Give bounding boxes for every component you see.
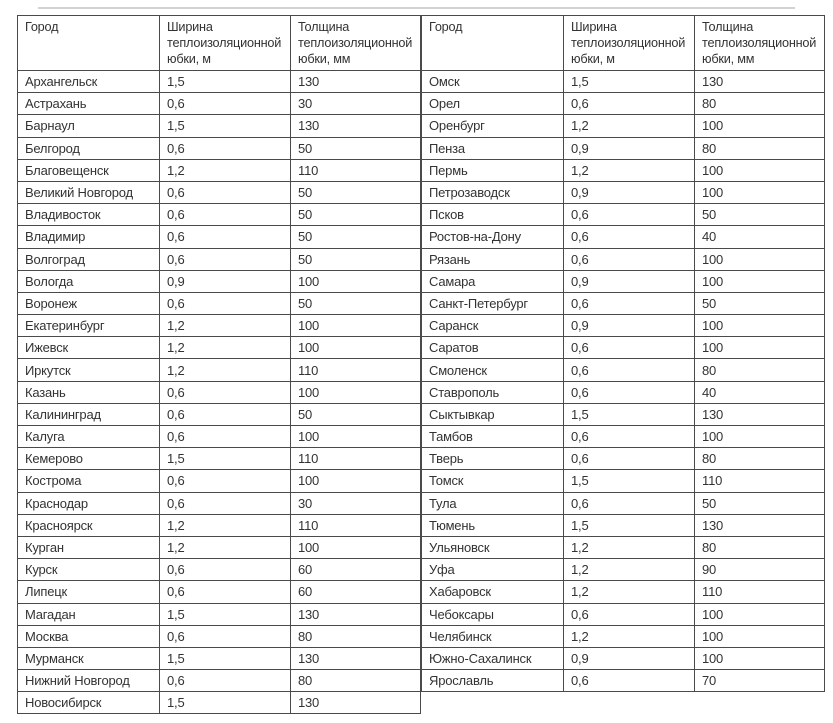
table-header-left xyxy=(18,16,421,71)
city-cell: Омск xyxy=(422,71,564,93)
table-row xyxy=(422,270,825,292)
table-row xyxy=(18,403,421,425)
table-row xyxy=(422,292,825,314)
table-row xyxy=(18,159,421,181)
skirt-width-cell: 0,6 xyxy=(160,559,291,581)
skirt-thickness-cell: 100 xyxy=(291,270,421,292)
table-row xyxy=(18,204,421,226)
table-row xyxy=(422,248,825,270)
skirt-thickness-cell: 130 xyxy=(695,514,825,536)
skirt-thickness-cell: 50 xyxy=(291,137,421,159)
skirt-thickness-cell: 50 xyxy=(291,403,421,425)
skirt-thickness-cell: 80 xyxy=(291,625,421,647)
city-cell: Курск xyxy=(18,559,160,581)
skirt-width-cell: 0,9 xyxy=(564,137,695,159)
header-skirt-width: Ширина теплоизоляционной юбки, м xyxy=(160,16,291,71)
skirt-width-cell: 1,5 xyxy=(564,403,695,425)
skirt-width-cell: 0,9 xyxy=(564,647,695,669)
city-cell: Казань xyxy=(18,381,160,403)
skirt-table-left xyxy=(17,15,421,714)
table-row xyxy=(18,292,421,314)
table-row xyxy=(422,159,825,181)
skirt-thickness-cell: 50 xyxy=(291,226,421,248)
skirt-thickness-cell: 100 xyxy=(291,381,421,403)
skirt-width-cell: 1,2 xyxy=(160,536,291,558)
skirt-thickness-cell: 100 xyxy=(695,337,825,359)
table-row xyxy=(18,270,421,292)
city-cell: Калуга xyxy=(18,426,160,448)
table-row xyxy=(18,226,421,248)
table-row xyxy=(18,625,421,647)
skirt-thickness-cell: 100 xyxy=(291,426,421,448)
skirt-thickness-cell: 60 xyxy=(291,581,421,603)
skirt-width-cell: 1,2 xyxy=(160,337,291,359)
skirt-thickness-cell: 130 xyxy=(291,115,421,137)
scan-artifact-line xyxy=(38,7,795,9)
skirt-width-cell: 0,6 xyxy=(160,381,291,403)
city-cell: Смоленск xyxy=(422,359,564,381)
skirt-thickness-cell: 100 xyxy=(695,270,825,292)
city-cell: Уфа xyxy=(422,559,564,581)
skirt-width-cell: 0,6 xyxy=(564,492,695,514)
skirt-thickness-cell: 80 xyxy=(695,93,825,115)
skirt-width-cell: 0,6 xyxy=(160,204,291,226)
city-cell: Саранск xyxy=(422,315,564,337)
skirt-width-cell: 1,2 xyxy=(160,315,291,337)
skirt-thickness-cell: 100 xyxy=(695,603,825,625)
city-cell: Великий Новгород xyxy=(18,181,160,203)
skirt-width-cell: 1,5 xyxy=(160,115,291,137)
skirt-width-cell: 0,6 xyxy=(160,403,291,425)
skirt-thickness-cell: 50 xyxy=(695,292,825,314)
table-row xyxy=(422,426,825,448)
skirt-width-cell: 1,2 xyxy=(564,559,695,581)
city-cell: Ростов-на-Дону xyxy=(422,226,564,248)
skirt-width-cell: 0,6 xyxy=(564,204,695,226)
table-row xyxy=(422,226,825,248)
city-cell: Тула xyxy=(422,492,564,514)
city-cell: Тюмень xyxy=(422,514,564,536)
skirt-thickness-cell: 100 xyxy=(695,315,825,337)
table-row xyxy=(422,204,825,226)
skirt-thickness-cell: 100 xyxy=(695,159,825,181)
table-row xyxy=(18,470,421,492)
skirt-width-cell: 1,2 xyxy=(564,625,695,647)
skirt-thickness-cell: 110 xyxy=(291,514,421,536)
table-row xyxy=(422,581,825,603)
table-row xyxy=(422,359,825,381)
city-cell: Мурманск xyxy=(18,647,160,669)
table-row xyxy=(422,181,825,203)
table-row xyxy=(422,625,825,647)
skirt-thickness-cell: 110 xyxy=(291,359,421,381)
skirt-thickness-cell: 100 xyxy=(291,470,421,492)
city-cell: Новосибирск xyxy=(18,692,160,714)
skirt-thickness-cell: 30 xyxy=(291,492,421,514)
city-cell: Курган xyxy=(18,536,160,558)
skirt-width-cell: 0,6 xyxy=(160,292,291,314)
city-cell: Челябинск xyxy=(422,625,564,647)
city-cell: Иркутск xyxy=(18,359,160,381)
city-cell: Благовещенск xyxy=(18,159,160,181)
skirt-width-cell: 0,6 xyxy=(160,470,291,492)
skirt-thickness-cell: 100 xyxy=(695,181,825,203)
table-row xyxy=(18,426,421,448)
skirt-thickness-cell: 70 xyxy=(695,670,825,692)
city-cell: Белгород xyxy=(18,137,160,159)
city-cell: Пермь xyxy=(422,159,564,181)
table-row xyxy=(18,559,421,581)
city-cell: Тамбов xyxy=(422,426,564,448)
city-cell: Красноярск xyxy=(18,514,160,536)
city-cell: Ижевск xyxy=(18,337,160,359)
skirt-thickness-cell: 80 xyxy=(695,536,825,558)
skirt-width-cell: 1,5 xyxy=(564,71,695,93)
table-row xyxy=(18,670,421,692)
skirt-width-cell: 0,6 xyxy=(160,248,291,270)
table-row xyxy=(422,647,825,669)
table-row xyxy=(18,115,421,137)
table-row xyxy=(18,492,421,514)
skirt-width-cell: 1,5 xyxy=(564,514,695,536)
table-row xyxy=(18,514,421,536)
city-cell: Пенза xyxy=(422,137,564,159)
table-row xyxy=(18,315,421,337)
table-row xyxy=(18,603,421,625)
city-cell: Астрахань xyxy=(18,93,160,115)
skirt-thickness-cell: 130 xyxy=(291,647,421,669)
skirt-width-cell: 1,2 xyxy=(160,159,291,181)
skirt-thickness-cell: 50 xyxy=(291,248,421,270)
skirt-width-cell: 0,6 xyxy=(564,603,695,625)
city-cell: Томск xyxy=(422,470,564,492)
skirt-thickness-cell: 100 xyxy=(695,426,825,448)
table-row xyxy=(422,115,825,137)
header-skirt-thickness: Толщина теплоизоляционной юбки, мм xyxy=(695,16,825,71)
skirt-thickness-cell: 80 xyxy=(695,359,825,381)
city-cell: Екатеринбург xyxy=(18,315,160,337)
table-row xyxy=(18,71,421,93)
city-cell: Санкт-Петербург xyxy=(422,292,564,314)
table-row xyxy=(422,603,825,625)
city-cell: Кемерово xyxy=(18,448,160,470)
skirt-thickness-cell: 80 xyxy=(695,137,825,159)
table-row xyxy=(422,670,825,692)
table-row xyxy=(422,337,825,359)
city-cell: Калининград xyxy=(18,403,160,425)
skirt-width-cell: 1,5 xyxy=(160,647,291,669)
table-row xyxy=(422,514,825,536)
skirt-thickness-cell: 110 xyxy=(291,448,421,470)
skirt-width-cell: 0,6 xyxy=(564,248,695,270)
skirt-thickness-cell: 100 xyxy=(695,647,825,669)
skirt-width-cell: 0,6 xyxy=(564,381,695,403)
city-cell: Чебоксары xyxy=(422,603,564,625)
city-cell: Оренбург xyxy=(422,115,564,137)
skirt-width-cell: 0,9 xyxy=(564,270,695,292)
skirt-width-cell: 0,6 xyxy=(564,93,695,115)
city-cell: Владивосток xyxy=(18,204,160,226)
skirt-thickness-cell: 110 xyxy=(695,581,825,603)
city-cell: Барнаул xyxy=(18,115,160,137)
city-cell: Нижний Новгород xyxy=(18,670,160,692)
city-cell: Южно-Сахалинск xyxy=(422,647,564,669)
skirt-width-cell: 0,6 xyxy=(160,625,291,647)
skirt-thickness-cell: 40 xyxy=(695,381,825,403)
table-row xyxy=(422,559,825,581)
skirt-width-cell: 1,5 xyxy=(160,603,291,625)
skirt-width-cell: 1,2 xyxy=(160,359,291,381)
header-row xyxy=(422,16,825,71)
skirt-width-cell: 1,2 xyxy=(160,514,291,536)
skirt-width-cell: 0,6 xyxy=(564,226,695,248)
table-row xyxy=(422,492,825,514)
skirt-width-cell: 0,6 xyxy=(160,581,291,603)
city-cell: Рязань xyxy=(422,248,564,270)
skirt-width-cell: 1,2 xyxy=(564,115,695,137)
skirt-thickness-cell: 110 xyxy=(291,159,421,181)
skirt-thickness-cell: 50 xyxy=(695,204,825,226)
city-cell: Воронеж xyxy=(18,292,160,314)
table-row xyxy=(18,692,421,714)
skirt-width-cell: 0,9 xyxy=(564,181,695,203)
table-row xyxy=(422,448,825,470)
skirt-width-cell: 0,6 xyxy=(564,448,695,470)
city-cell: Ставрополь xyxy=(422,381,564,403)
city-cell: Магадан xyxy=(18,603,160,625)
city-cell: Краснодар xyxy=(18,492,160,514)
table-row xyxy=(18,181,421,203)
city-cell: Москва xyxy=(18,625,160,647)
skirt-width-cell: 0,6 xyxy=(160,670,291,692)
table-row xyxy=(422,93,825,115)
skirt-thickness-cell: 80 xyxy=(695,448,825,470)
city-cell: Псков xyxy=(422,204,564,226)
city-cell: Липецк xyxy=(18,581,160,603)
city-cell: Кострома xyxy=(18,470,160,492)
header-city: Город xyxy=(422,16,564,71)
skirt-width-cell: 0,6 xyxy=(160,226,291,248)
skirt-width-cell: 1,2 xyxy=(564,159,695,181)
city-cell: Сыктывкар xyxy=(422,403,564,425)
skirt-width-cell: 0,6 xyxy=(564,426,695,448)
table-row xyxy=(18,581,421,603)
skirt-width-cell: 0,6 xyxy=(564,292,695,314)
city-cell: Хабаровск xyxy=(422,581,564,603)
table-row xyxy=(18,536,421,558)
table-body-right xyxy=(422,71,825,692)
city-cell: Владимир xyxy=(18,226,160,248)
skirt-width-cell: 1,5 xyxy=(160,71,291,93)
city-cell: Волгоград xyxy=(18,248,160,270)
table-row xyxy=(422,71,825,93)
skirt-width-cell: 0,6 xyxy=(160,93,291,115)
skirt-thickness-cell: 50 xyxy=(695,492,825,514)
table-row xyxy=(18,448,421,470)
skirt-width-cell: 0,6 xyxy=(160,181,291,203)
skirt-width-cell: 1,2 xyxy=(564,581,695,603)
skirt-thickness-cell: 100 xyxy=(695,248,825,270)
header-skirt-width: Ширина теплоизоляционной юбки, м xyxy=(564,16,695,71)
skirt-thickness-cell: 100 xyxy=(291,536,421,558)
table-row xyxy=(422,536,825,558)
city-cell: Ульяновск xyxy=(422,536,564,558)
table-header-right xyxy=(422,16,825,71)
skirt-thickness-cell: 50 xyxy=(291,204,421,226)
city-cell: Петрозаводск xyxy=(422,181,564,203)
table-row xyxy=(18,248,421,270)
table-row xyxy=(18,647,421,669)
skirt-width-cell: 1,5 xyxy=(564,470,695,492)
skirt-thickness-cell: 80 xyxy=(291,670,421,692)
skirt-width-cell: 1,5 xyxy=(160,448,291,470)
table-row xyxy=(18,337,421,359)
city-cell: Орел xyxy=(422,93,564,115)
skirt-thickness-cell: 110 xyxy=(695,470,825,492)
skirt-thickness-cell: 100 xyxy=(695,115,825,137)
skirt-width-cell: 0,6 xyxy=(564,670,695,692)
table-row xyxy=(18,381,421,403)
table-row xyxy=(422,315,825,337)
city-cell: Архангельск xyxy=(18,71,160,93)
skirt-thickness-cell: 130 xyxy=(291,692,421,714)
skirt-width-cell: 1,2 xyxy=(564,536,695,558)
insulation-skirt-tables xyxy=(17,15,825,714)
skirt-thickness-cell: 40 xyxy=(695,226,825,248)
skirt-width-cell: 0,9 xyxy=(564,315,695,337)
skirt-thickness-cell: 100 xyxy=(695,625,825,647)
skirt-thickness-cell: 100 xyxy=(291,337,421,359)
table-row xyxy=(422,381,825,403)
city-cell: Ярославль xyxy=(422,670,564,692)
skirt-table-right xyxy=(421,15,825,692)
header-city: Город xyxy=(18,16,160,71)
skirt-thickness-cell: 50 xyxy=(291,292,421,314)
table-body-left xyxy=(18,71,421,714)
skirt-thickness-cell: 130 xyxy=(291,603,421,625)
skirt-width-cell: 0,6 xyxy=(160,492,291,514)
city-cell: Тверь xyxy=(422,448,564,470)
table-row xyxy=(18,137,421,159)
skirt-thickness-cell: 50 xyxy=(291,181,421,203)
header-row xyxy=(18,16,421,71)
skirt-thickness-cell: 60 xyxy=(291,559,421,581)
table-row xyxy=(18,93,421,115)
skirt-width-cell: 1,5 xyxy=(160,692,291,714)
skirt-thickness-cell: 130 xyxy=(695,403,825,425)
table-row xyxy=(18,359,421,381)
skirt-thickness-cell: 100 xyxy=(291,315,421,337)
header-skirt-thickness: Толщина теплоизоляционной юбки, мм xyxy=(291,16,421,71)
skirt-width-cell: 0,6 xyxy=(160,426,291,448)
table-row xyxy=(422,403,825,425)
skirt-width-cell: 0,6 xyxy=(564,359,695,381)
skirt-thickness-cell: 130 xyxy=(291,71,421,93)
skirt-width-cell: 0,6 xyxy=(564,337,695,359)
table-row xyxy=(422,137,825,159)
skirt-thickness-cell: 30 xyxy=(291,93,421,115)
skirt-width-cell: 0,9 xyxy=(160,270,291,292)
skirt-width-cell: 0,6 xyxy=(160,137,291,159)
city-cell: Самара xyxy=(422,270,564,292)
skirt-thickness-cell: 130 xyxy=(695,71,825,93)
city-cell: Вологда xyxy=(18,270,160,292)
table-row xyxy=(422,470,825,492)
city-cell: Саратов xyxy=(422,337,564,359)
skirt-thickness-cell: 90 xyxy=(695,559,825,581)
